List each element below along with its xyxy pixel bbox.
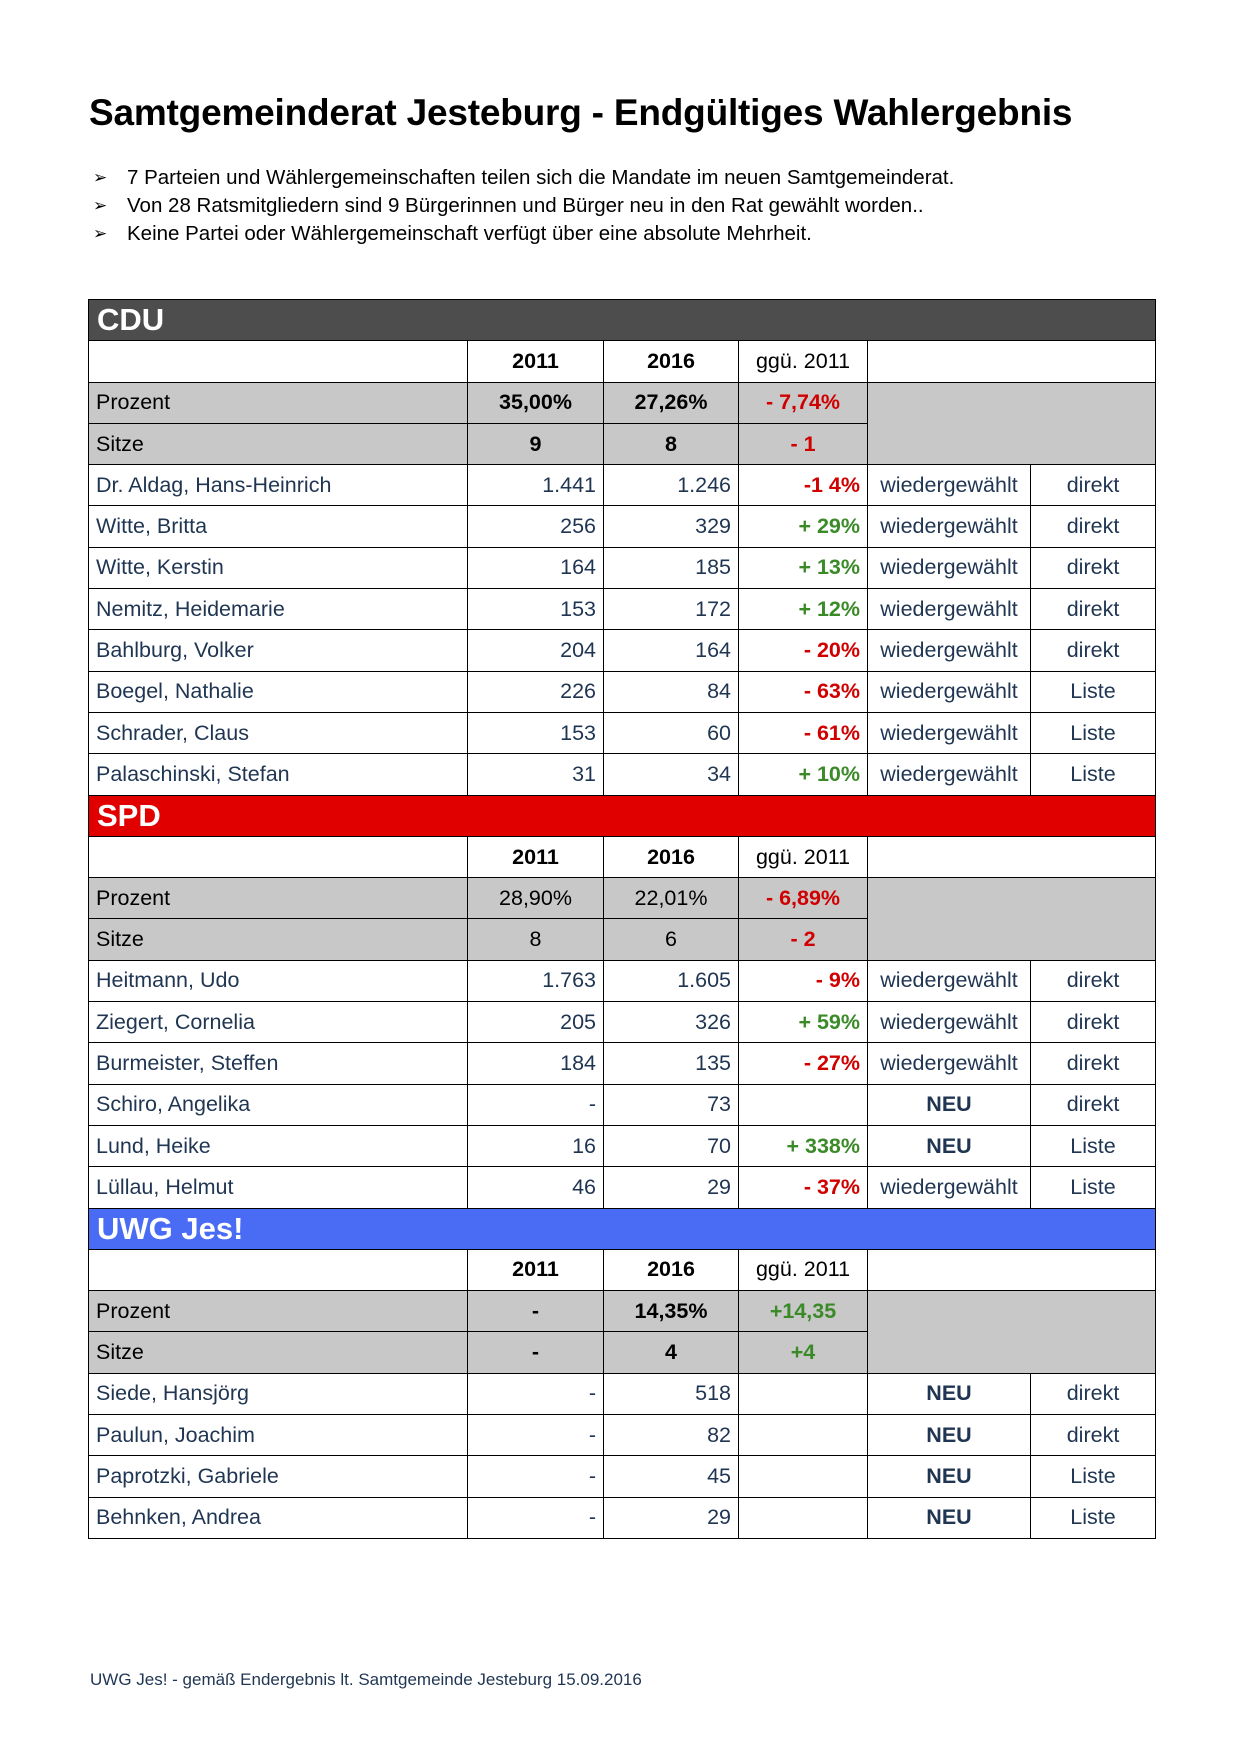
percent-2011: 35,00% [468,382,604,423]
percent-change: - 6,89% [739,878,868,919]
candidate-votes-2011: - [468,1373,604,1414]
candidate-change: -1 4% [739,465,868,506]
candidate-votes-2016: 172 [604,589,739,630]
percent-change: - 7,74% [739,382,868,423]
column-header-2016: 2016 [604,836,739,877]
candidate-name: Witte, Kerstin [89,547,468,588]
empty-cell [868,836,1156,877]
candidate-mandate-type: direkt [1031,465,1156,506]
candidate-votes-2011: 1.763 [468,960,604,1001]
candidate-change: - 27% [739,1043,868,1084]
candidate-change: + 10% [739,754,868,795]
candidate-change: - 63% [739,671,868,712]
candidate-row [89,671,1156,712]
candidate-status: wiedergewählt [868,547,1031,588]
empty-cell [868,1291,1156,1374]
column-header-2011: 2011 [468,1249,604,1290]
party-name: SPD [89,795,1156,836]
candidate-name: Nemitz, Heidemarie [89,589,468,630]
candidate-change: + 29% [739,506,868,547]
candidate-name: Burmeister, Steffen [89,1043,468,1084]
candidate-votes-2016: 185 [604,547,739,588]
candidate-mandate-type: direkt [1031,589,1156,630]
percent-row [89,1291,1156,1332]
candidate-votes-2011: - [468,1084,604,1125]
percent-2016: 22,01% [604,878,739,919]
candidate-change [739,1415,868,1456]
empty-cell [89,341,468,382]
empty-cell [868,341,1156,382]
summary-bullet [89,164,954,192]
summary-bullet-text: Von 28 Ratsmitgliedern sind 9 Bürgerinnen und Bürger neu in den Rat gewählt worden.. [127,194,924,217]
party-name: UWG Jes! [89,1208,1156,1249]
candidate-mandate-type: Liste [1031,671,1156,712]
candidate-row [89,1167,1156,1208]
candidate-mandate-type: Liste [1031,1456,1156,1497]
candidate-name: Witte, Britta [89,506,468,547]
percent-row [89,878,1156,919]
candidate-status: wiedergewählt [868,712,1031,753]
candidate-mandate-type: Liste [1031,1125,1156,1166]
column-header-2011: 2011 [468,341,604,382]
candidate-mandate-type: direkt [1031,1002,1156,1043]
candidate-name: Siede, Hansjörg [89,1373,468,1414]
candidate-name: Boegel, Nathalie [89,671,468,712]
candidate-status: NEU [868,1373,1031,1414]
candidate-votes-2011: - [468,1415,604,1456]
candidate-votes-2011: - [468,1497,604,1538]
seats-2016: 6 [604,919,739,960]
candidate-status: wiedergewählt [868,589,1031,630]
empty-cell [89,836,468,877]
candidate-votes-2011: 16 [468,1125,604,1166]
candidate-votes-2016: 70 [604,1125,739,1166]
arrow-bullet-icon: ➢ [93,224,108,243]
candidate-status: wiedergewählt [868,671,1031,712]
candidate-votes-2016: 60 [604,712,739,753]
seats-2016: 4 [604,1332,739,1373]
candidate-mandate-type: Liste [1031,1167,1156,1208]
seats-2011: 8 [468,919,604,960]
candidate-change: + 338% [739,1125,868,1166]
candidate-row [89,1415,1156,1456]
candidate-mandate-type: direkt [1031,630,1156,671]
candidate-name: Palaschinski, Stefan [89,754,468,795]
party-header-spd [89,795,1156,836]
candidate-mandate-type: direkt [1031,1373,1156,1414]
candidate-row [89,1125,1156,1166]
seats-2016: 8 [604,423,739,464]
candidate-votes-2016: 73 [604,1084,739,1125]
election-results-table [88,299,1156,1539]
percent-2016: 14,35% [604,1291,739,1332]
candidate-votes-2016: 329 [604,506,739,547]
candidate-votes-2016: 82 [604,1415,739,1456]
footer-source-note: UWG Jes! - gemäß Endergebnis lt. Samtgemeinde Jesteburg 15.09.2016 [90,1670,642,1689]
candidate-mandate-type: direkt [1031,1043,1156,1084]
candidate-status: NEU [868,1084,1031,1125]
seats-change: +4 [739,1332,868,1373]
column-header-change: ggü. 2011 [739,836,868,877]
candidate-name: Behnken, Andrea [89,1497,468,1538]
candidate-votes-2016: 29 [604,1167,739,1208]
candidate-votes-2016: 1.246 [604,465,739,506]
summary-bullet-text: Keine Partei oder Wählergemeinschaft verfügt über eine absolute Mehrheit. [127,222,812,245]
candidate-name: Lund, Heike [89,1125,468,1166]
candidate-name: Paulun, Joachim [89,1415,468,1456]
candidate-mandate-type: Liste [1031,1497,1156,1538]
candidate-row [89,1084,1156,1125]
candidate-name: Bahlburg, Volker [89,630,468,671]
arrow-bullet-icon: ➢ [93,168,108,187]
summary-bullet [89,192,954,220]
candidate-votes-2011: 164 [468,547,604,588]
candidate-change: + 13% [739,547,868,588]
candidate-name: Heitmann, Udo [89,960,468,1001]
candidate-change [739,1373,868,1414]
seats-2011: 9 [468,423,604,464]
candidate-name: Schrader, Claus [89,712,468,753]
candidate-votes-2016: 326 [604,1002,739,1043]
candidate-row [89,1373,1156,1414]
seats-label: Sitze [89,1332,468,1373]
candidate-change: + 59% [739,1002,868,1043]
candidate-votes-2011: 46 [468,1167,604,1208]
candidate-change: - 37% [739,1167,868,1208]
candidate-votes-2011: - [468,1456,604,1497]
party-header-cdu [89,300,1156,341]
candidate-name: Dr. Aldag, Hans-Heinrich [89,465,468,506]
candidate-row [89,754,1156,795]
percent-2011: 28,90% [468,878,604,919]
candidate-mandate-type: Liste [1031,712,1156,753]
percent-label: Prozent [89,382,468,423]
candidate-votes-2011: 204 [468,630,604,671]
candidate-votes-2011: 205 [468,1002,604,1043]
candidate-change [739,1084,868,1125]
candidate-votes-2016: 45 [604,1456,739,1497]
candidate-votes-2011: 153 [468,589,604,630]
candidate-change: + 12% [739,589,868,630]
candidate-mandate-type: direkt [1031,1084,1156,1125]
summary-bullet-list [89,164,954,248]
candidate-status: NEU [868,1415,1031,1456]
candidate-status: wiedergewählt [868,465,1031,506]
candidate-votes-2016: 84 [604,671,739,712]
empty-cell [868,382,1156,465]
candidate-status: NEU [868,1125,1031,1166]
candidate-change: - 20% [739,630,868,671]
candidate-votes-2016: 34 [604,754,739,795]
candidate-status: wiedergewählt [868,754,1031,795]
summary-bullet [89,220,954,248]
seats-change: - 2 [739,919,868,960]
candidate-name: Paprotzki, Gabriele [89,1456,468,1497]
party-header-uwg [89,1208,1156,1249]
candidate-votes-2011: 1.441 [468,465,604,506]
candidate-status: wiedergewählt [868,1043,1031,1084]
candidate-status: NEU [868,1456,1031,1497]
candidate-mandate-type: direkt [1031,506,1156,547]
candidate-row [89,547,1156,588]
column-header-2016: 2016 [604,1249,739,1290]
candidate-votes-2011: 256 [468,506,604,547]
candidate-votes-2011: 184 [468,1043,604,1084]
candidate-mandate-type: direkt [1031,1415,1156,1456]
candidate-status: wiedergewählt [868,630,1031,671]
candidate-votes-2011: 153 [468,712,604,753]
candidate-row [89,1043,1156,1084]
candidate-row [89,630,1156,671]
arrow-bullet-icon: ➢ [93,196,108,215]
seats-2011: - [468,1332,604,1373]
candidate-status: wiedergewählt [868,1167,1031,1208]
candidate-votes-2016: 135 [604,1043,739,1084]
candidate-change [739,1497,868,1538]
candidate-votes-2011: 31 [468,754,604,795]
column-header-row [89,341,1156,382]
candidate-row [89,506,1156,547]
candidate-votes-2016: 1.605 [604,960,739,1001]
column-header-2011: 2011 [468,836,604,877]
column-header-change: ggü. 2011 [739,341,868,382]
candidate-change [739,1456,868,1497]
column-header-2016: 2016 [604,341,739,382]
seats-label: Sitze [89,423,468,464]
candidate-row [89,465,1156,506]
candidate-votes-2016: 164 [604,630,739,671]
candidate-status: NEU [868,1497,1031,1538]
candidate-row [89,1002,1156,1043]
candidate-status: wiedergewählt [868,960,1031,1001]
seats-change: - 1 [739,423,868,464]
candidate-name: Schiro, Angelika [89,1084,468,1125]
column-header-row [89,836,1156,877]
column-header-change: ggü. 2011 [739,1249,868,1290]
column-header-row [89,1249,1156,1290]
percent-label: Prozent [89,878,468,919]
candidate-votes-2016: 518 [604,1373,739,1414]
candidate-change: - 9% [739,960,868,1001]
empty-cell [868,1249,1156,1290]
percent-label: Prozent [89,1291,468,1332]
empty-cell [868,878,1156,961]
percent-2011: - [468,1291,604,1332]
candidate-mandate-type: direkt [1031,547,1156,588]
candidate-status: wiedergewählt [868,506,1031,547]
candidate-mandate-type: Liste [1031,754,1156,795]
candidate-row [89,712,1156,753]
percent-2016: 27,26% [604,382,739,423]
candidate-row [89,1497,1156,1538]
summary-bullet-text: 7 Parteien und Wählergemeinschaften teilen sich die Mandate im neuen Samtgemeinderat. [127,166,955,189]
empty-cell [89,1249,468,1290]
percent-row [89,382,1156,423]
seats-label: Sitze [89,919,468,960]
candidate-change: - 61% [739,712,868,753]
candidate-row [89,589,1156,630]
candidate-mandate-type: direkt [1031,960,1156,1001]
candidate-row [89,960,1156,1001]
party-name: CDU [89,300,1156,341]
candidate-name: Ziegert, Cornelia [89,1002,468,1043]
percent-change: +14,35 [739,1291,868,1332]
candidate-name: Lüllau, Helmut [89,1167,468,1208]
candidate-status: wiedergewählt [868,1002,1031,1043]
candidate-row [89,1456,1156,1497]
candidate-votes-2016: 29 [604,1497,739,1538]
candidate-votes-2011: 226 [468,671,604,712]
page-title: Samtgemeinderat Jesteburg - Endgültiges Wahlergebnis [89,92,1073,133]
